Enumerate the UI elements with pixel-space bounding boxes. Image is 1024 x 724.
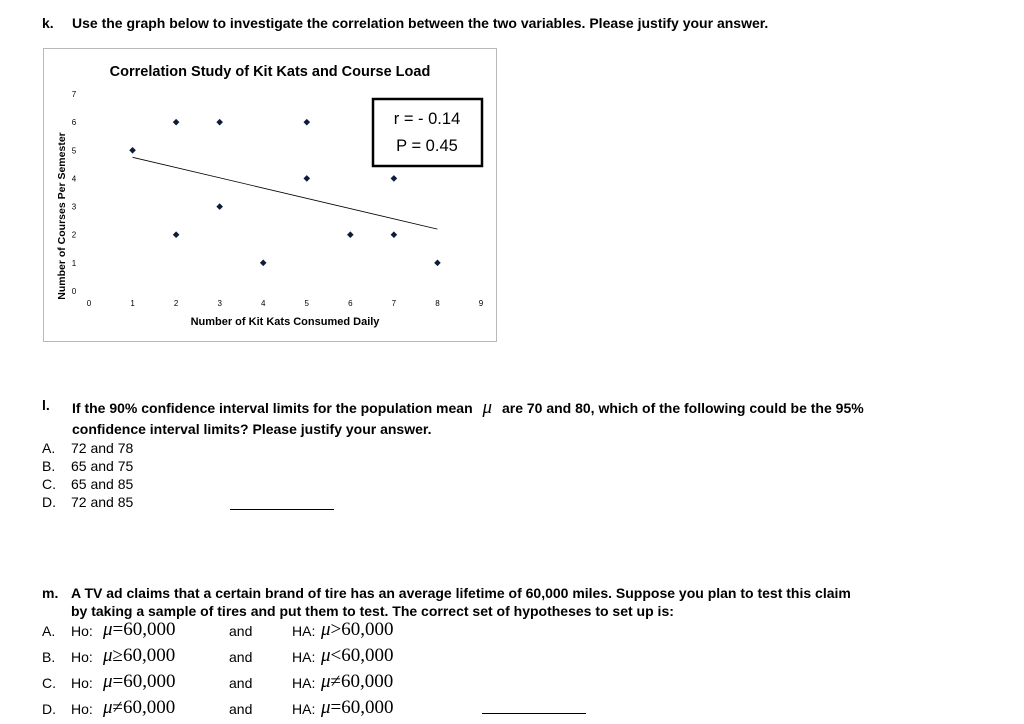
x-tick-label: 4 <box>260 299 266 308</box>
x-tick-label: 2 <box>173 299 179 308</box>
ha-expression <box>321 645 394 667</box>
question-l-line2: confidence interval limits? Please justify your answer. <box>72 421 432 437</box>
mu-symbol: μ <box>321 697 331 718</box>
ha-operator: > <box>330 619 342 640</box>
ha-expression <box>321 697 394 719</box>
h0-expression <box>103 645 175 667</box>
data-point <box>434 260 441 267</box>
h0-value: 60,000 <box>122 697 176 718</box>
x-tick-label: 3 <box>217 299 222 308</box>
data-point <box>173 231 180 238</box>
option-l-c-text[interactable]: 65 and 85 <box>71 476 134 492</box>
and-word: and <box>229 675 253 691</box>
data-point <box>216 119 223 126</box>
option-m-c-letter: C. <box>42 675 56 691</box>
option-l-d-letter: D. <box>42 494 56 510</box>
mu-symbol: μ <box>103 697 113 718</box>
question-k-letter: k. <box>42 15 54 31</box>
h0-label: Ho: <box>71 701 93 717</box>
mu-symbol: μ <box>482 397 493 418</box>
stats-p-value: P = 0.45 <box>396 137 458 155</box>
data-point <box>391 231 398 238</box>
data-point <box>260 260 267 267</box>
x-tick-label: 9 <box>478 299 484 308</box>
stats-annotation-box <box>373 99 482 166</box>
trend-line <box>133 157 438 229</box>
ha-label: HA: <box>292 675 316 691</box>
chart-svg <box>44 49 496 341</box>
mu-symbol: μ <box>103 671 113 692</box>
question-k-text: Use the graph below to investigate the correlation between the two variables. Please justify your answer. <box>72 15 769 31</box>
ha-label: HA: <box>292 623 316 639</box>
ha-operator: = <box>330 697 342 718</box>
y-tick-label: 0 <box>71 287 77 296</box>
x-tick-label: 7 <box>391 299 397 308</box>
option-l-b-letter: B. <box>42 458 56 474</box>
data-point <box>303 119 310 126</box>
question-l-line1 <box>72 397 864 419</box>
y-tick-label: 3 <box>71 202 77 212</box>
question-m-letter: m. <box>42 585 59 601</box>
h0-operator: = <box>112 619 124 640</box>
option-l-d-text[interactable]: 72 and 85 <box>71 494 134 510</box>
question-m-line1: A TV ad claims that a certain brand of tire has an average lifetime of 60,000 miles. Suppose you plan to test this claim <box>71 585 851 601</box>
h0-value: 60,000 <box>122 645 176 666</box>
option-l-c-letter: C. <box>42 476 56 492</box>
ha-value: 60,000 <box>341 645 394 666</box>
option-l-a-text[interactable]: 72 and 78 <box>71 440 134 456</box>
y-tick-label: 7 <box>71 90 77 99</box>
option-l-a-letter: A. <box>42 440 56 456</box>
ha-value: 60,000 <box>340 671 394 692</box>
and-word: and <box>229 701 253 717</box>
ha-label: HA: <box>292 649 316 665</box>
option-m-d[interactable] <box>0 697 1024 723</box>
mu-symbol: μ <box>321 619 331 640</box>
mu-symbol: μ <box>103 645 113 666</box>
mu-symbol: μ <box>321 671 331 692</box>
ha-expression <box>321 619 394 641</box>
h0-label: Ho: <box>71 623 93 639</box>
option-m-c[interactable] <box>0 671 1024 697</box>
answer-blank-m[interactable] <box>482 713 586 714</box>
option-m-a-letter: A. <box>42 623 56 639</box>
h0-value: 60,000 <box>123 671 176 692</box>
ha-operator: < <box>330 645 342 666</box>
h0-operator: ≠ <box>112 697 123 718</box>
and-word: and <box>229 623 253 639</box>
x-tick-label: 6 <box>348 299 353 308</box>
ha-value: 60,000 <box>341 619 394 640</box>
ha-label: HA: <box>292 701 316 717</box>
h0-expression <box>103 671 176 693</box>
option-m-d-letter: D. <box>42 701 56 717</box>
option-m-b-letter: B. <box>42 649 56 665</box>
data-point <box>173 119 180 126</box>
mu-symbol: μ <box>321 645 331 666</box>
h0-expression <box>103 697 175 719</box>
answer-blank-l[interactable] <box>230 509 334 510</box>
chart-x-label: Number of Kit Kats Consumed Daily <box>190 316 380 328</box>
mu-symbol: μ <box>103 619 113 640</box>
y-tick-label: 2 <box>71 230 77 240</box>
data-point <box>391 175 398 182</box>
ha-operator: ≠ <box>330 671 341 692</box>
ha-expression <box>321 671 393 693</box>
chart-y-label: Number of Courses Per Semester <box>56 132 68 300</box>
and-word: and <box>229 649 253 665</box>
h0-expression <box>103 619 176 641</box>
h0-operator: = <box>112 671 124 692</box>
y-tick-label: 4 <box>71 174 77 184</box>
stats-r-value: r = - 0.14 <box>393 110 461 128</box>
x-tick-label: 8 <box>435 299 440 308</box>
y-tick-label: 5 <box>71 146 77 156</box>
x-tick-label: 1 <box>130 299 135 308</box>
x-tick-label: 0 <box>86 299 92 308</box>
question-l-line1-end: are 70 and 80, which of the following could be the 95% <box>501 400 864 416</box>
option-m-a[interactable] <box>0 619 1024 645</box>
h0-operator: ≥ <box>112 645 123 666</box>
ha-value: 60,000 <box>341 697 394 718</box>
chart-title: Correlation Study of Kit Kats and Course Load <box>109 64 431 80</box>
data-point <box>347 231 354 238</box>
y-tick-label: 1 <box>71 258 77 268</box>
h0-label: Ho: <box>71 649 93 665</box>
option-m-b[interactable] <box>0 645 1024 671</box>
h0-label: Ho: <box>71 675 93 691</box>
question-l-line1-start: If the 90% confidence interval limits for the population mean <box>72 400 473 416</box>
scatter-chart <box>43 48 497 342</box>
x-tick-label: 5 <box>304 299 310 308</box>
data-point <box>303 175 310 182</box>
data-point <box>216 203 223 210</box>
question-m-line2: by taking a sample of tires and put them to test. The correct set of hypotheses to set up is: <box>71 603 674 619</box>
h0-value: 60,000 <box>123 619 176 640</box>
y-tick-label: 6 <box>71 118 77 128</box>
question-l-letter: l. <box>42 397 50 413</box>
data-point <box>129 147 136 154</box>
option-l-b-text[interactable]: 65 and 75 <box>71 458 134 474</box>
